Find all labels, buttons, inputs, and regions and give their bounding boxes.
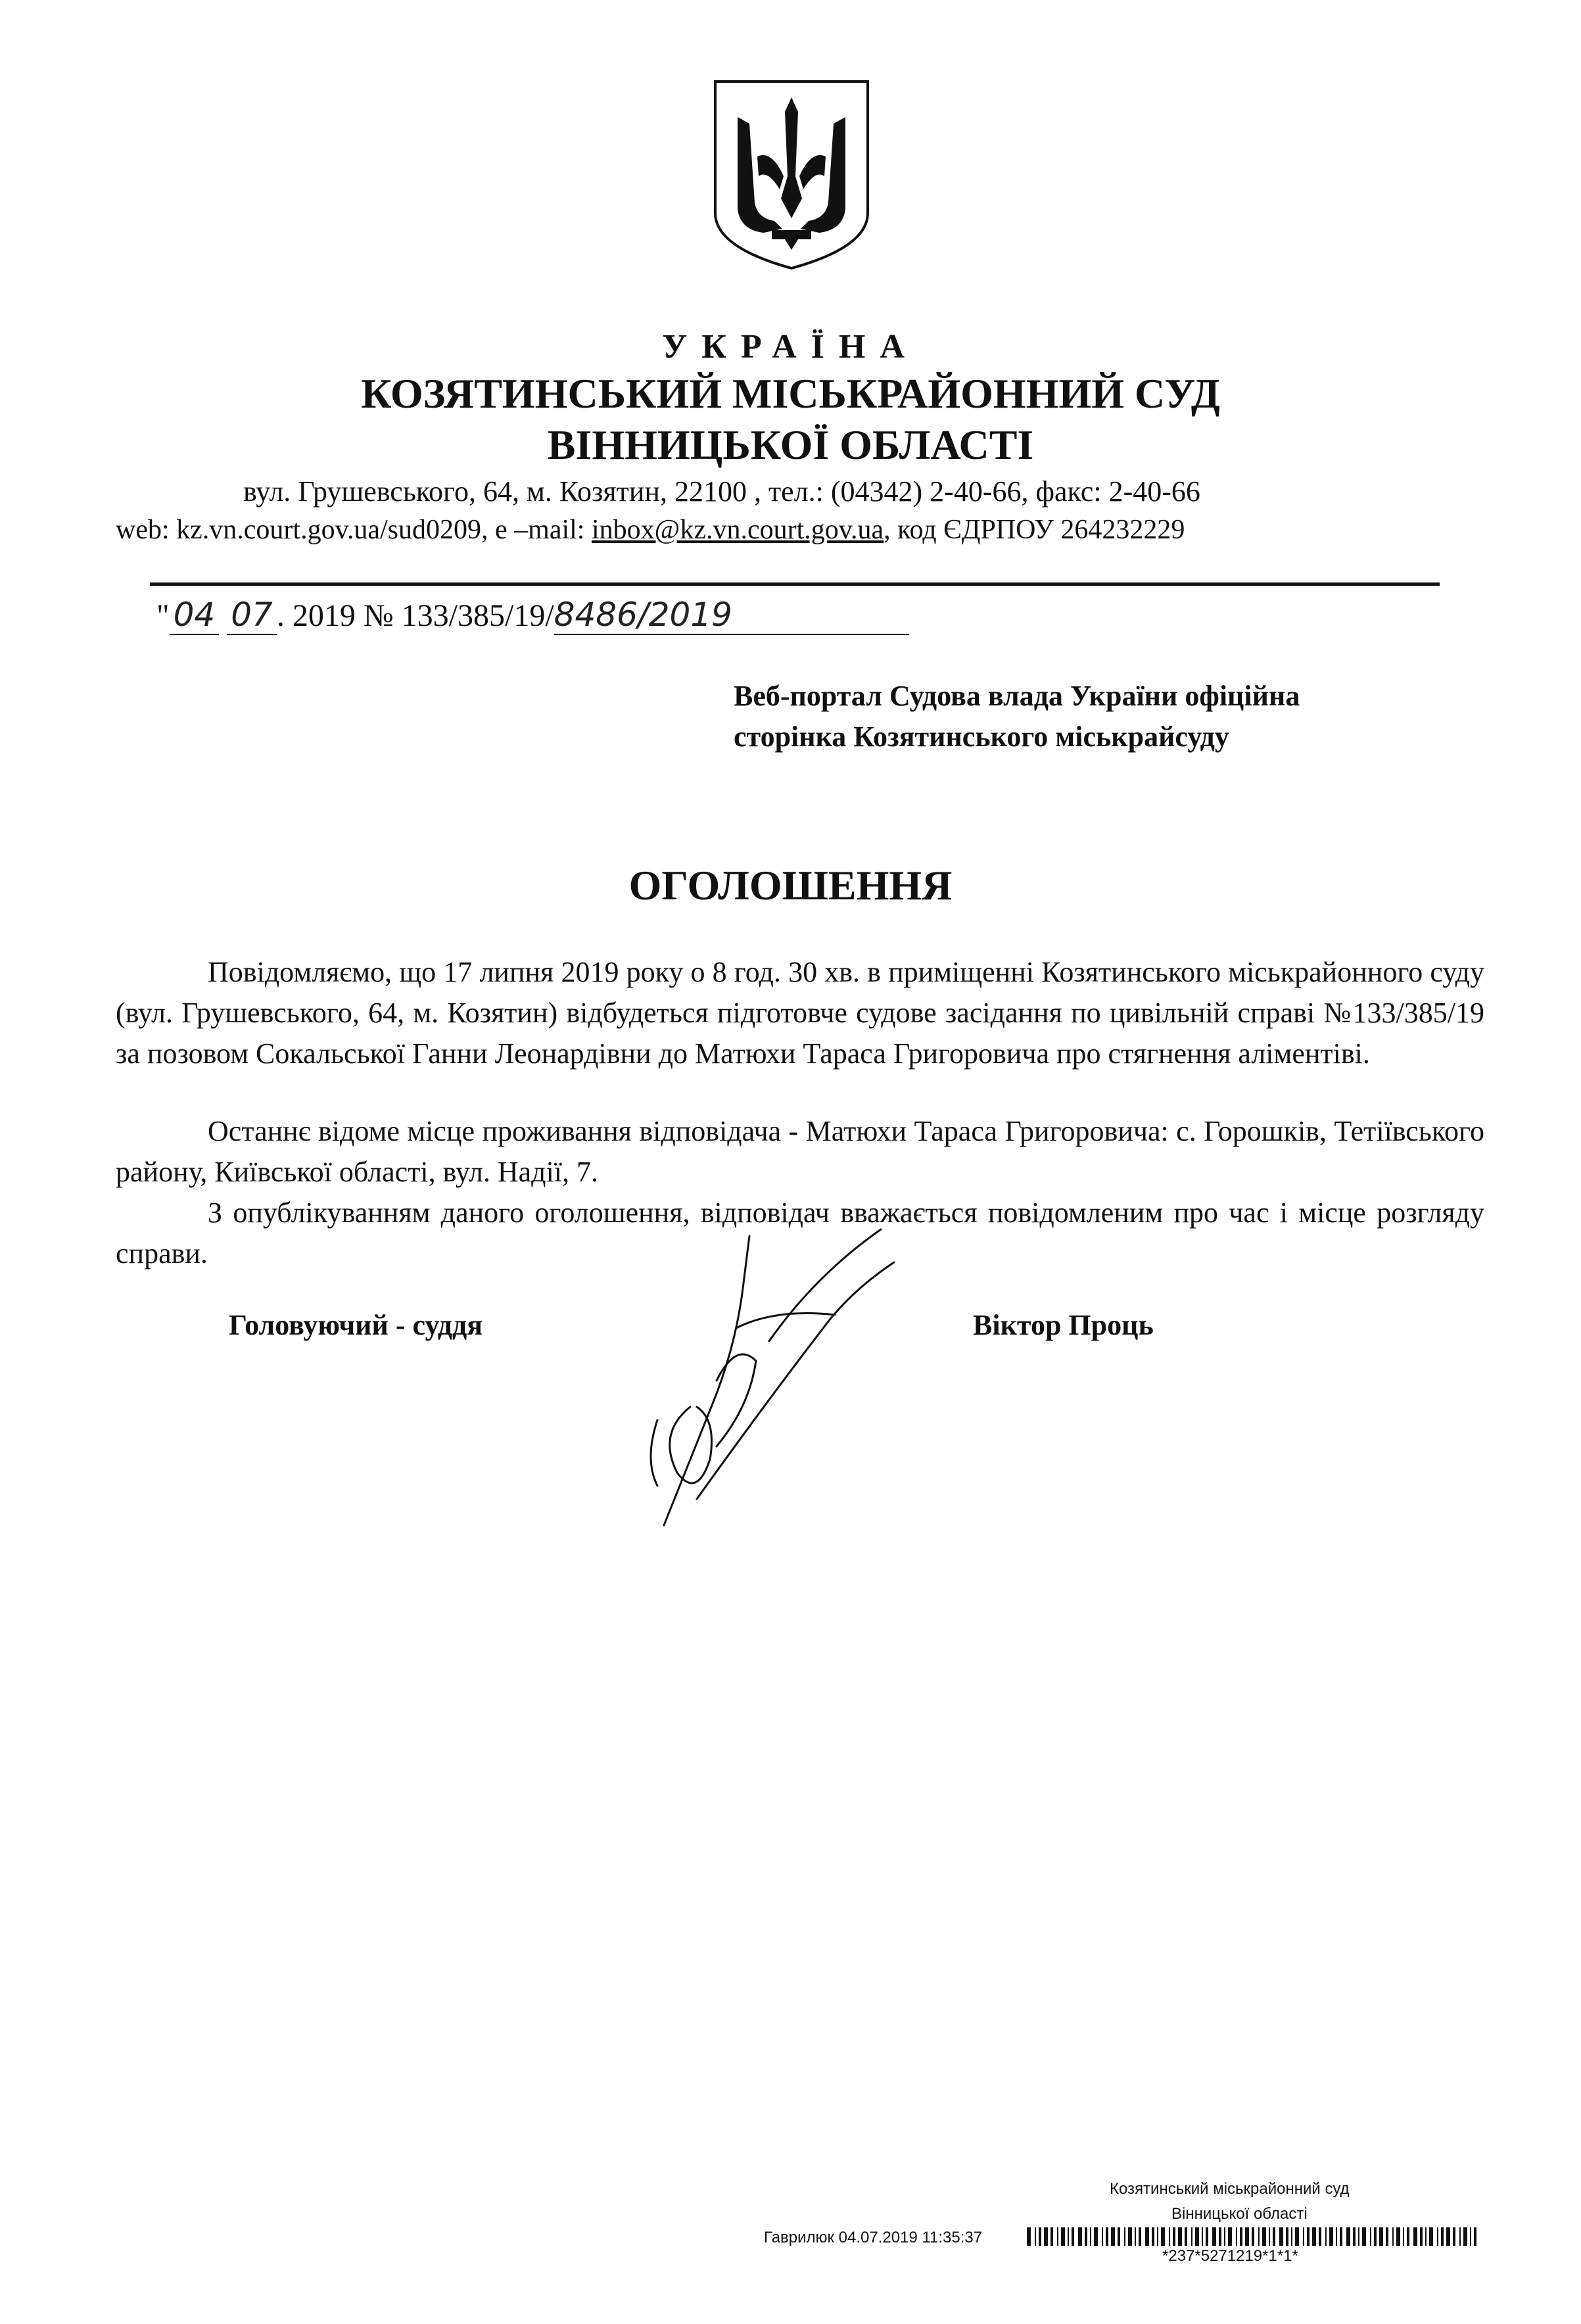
handwritten-month: 07: [227, 596, 277, 635]
recipient-line: сторінка Козятинського міськрайсуду: [734, 721, 1229, 753]
coat-of-arms-emblem: [711, 78, 872, 272]
court-contacts: [116, 514, 1185, 546]
handwritten-day: 04: [170, 596, 220, 635]
court-name: КОЗЯТИНСЬКИЙ МІСЬКРАЙОННИЙ СУД: [361, 370, 1220, 417]
body-paragraph: Повідомляємо, що 17 липня 2019 року о 8 год. 30 хв. в приміщенні Козятинського міськрайонного суду (вул. Грушевського, 64, м. Козятин) відбудеться підготовче судове засідання по цивільній справі №133/385/19 за позовом Сокальської Ганни Леонардівни до Матюхи Тараса Григоровича про стягнення аліментіві.: [116, 956, 1484, 1070]
recipient-line: Веб-портал Судова влада України офіційна: [734, 680, 1300, 712]
court-address: вул. Грушевського, 64, м. Козятин, 22100 , тел.: (04342) 2-40-66, факс: 2-40-66: [243, 475, 1200, 508]
registration-stamp-timestamp: Гаврилюк 04.07.2019 11:35:37: [764, 2229, 983, 2246]
court-region: ВІННИЦЬКОЇ ОБЛАСТІ: [547, 421, 1034, 468]
registration-barcode: [1027, 2227, 1487, 2248]
registration-stamp-region: Вінницької області: [1171, 2205, 1308, 2223]
body-paragraph: Останнє відоме місце проживання відповідача - Матюхи Тараса Григоровича: с. Горошків, Тетіївського району, Київської області, вул. Надії, 7.: [116, 1115, 1484, 1188]
registration-stamp-court: Козятинський міськрайонний суд: [1110, 2180, 1350, 2198]
recipient-block: [734, 676, 1300, 757]
barcode-text: *237*5271219*1*1*: [1162, 2247, 1298, 2265]
handwritten-outgoing-number: 8486/2019: [554, 596, 909, 635]
signatory-name: Віктор Проць: [973, 1309, 1154, 1341]
website-text: web: kz.vn.court.gov.ua/sud0209, е –mail:: [116, 515, 592, 545]
handwritten-signature: [618, 1210, 933, 1552]
body-paragraph: З опублікуванням даного оголошення, відповідач вважається повідомленим про час і місце розгляду справи.: [116, 1197, 1484, 1269]
email-link[interactable]: inbox@kz.vn.court.gov.ua: [591, 515, 884, 545]
reference-line: [156, 596, 909, 635]
open-quote: ": [156, 598, 170, 633]
header-divider: [150, 582, 1440, 586]
document-title: ОГОЛОШЕННЯ: [628, 862, 953, 909]
edrpou-code: , код ЄДРПОУ 264232229: [884, 515, 1185, 545]
reference-number: . 2019 № 133/385/19/: [276, 598, 554, 633]
signatory-role: Головуючий - суддя: [229, 1309, 483, 1341]
country-name: УКРАЇНА: [662, 328, 919, 366]
